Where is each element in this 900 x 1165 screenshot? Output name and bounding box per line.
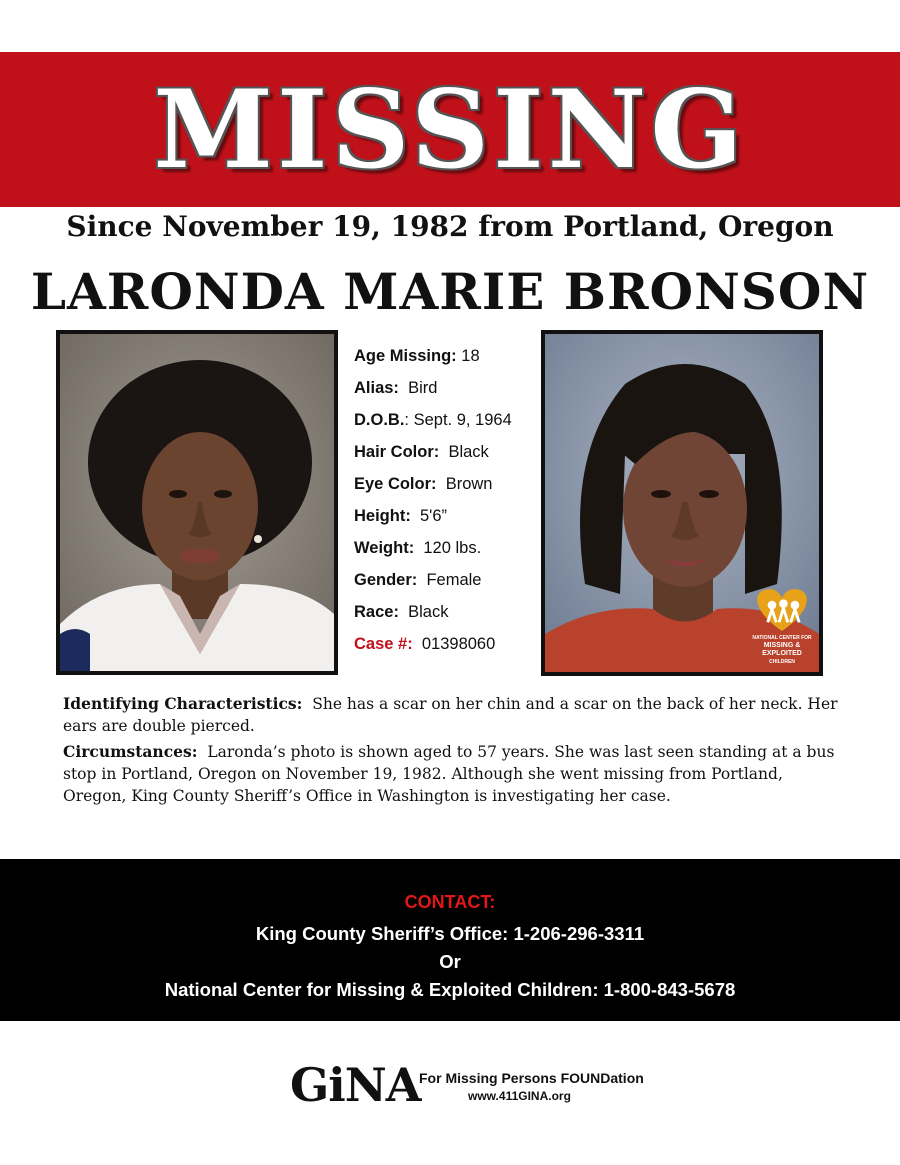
detail-height — [354, 500, 539, 532]
heart-children-icon — [749, 585, 815, 634]
ncmec-line-1: NATIONAL CENTER FOR — [752, 635, 812, 641]
ncmec-line-4: CHILDREN — [769, 659, 795, 665]
details-list — [354, 340, 539, 660]
gina-tagline: For Missing Persons FOUNDation — [419, 1070, 644, 1086]
ncmec-line-2: MISSING & — [763, 642, 801, 649]
detail-case-number — [354, 628, 539, 660]
photo-age-18 — [56, 330, 338, 675]
detail-weight — [354, 532, 539, 564]
contact-or: Or — [439, 951, 461, 972]
gina-footer-logo — [290, 1058, 650, 1112]
detail-race — [354, 596, 539, 628]
portrait-illustration — [60, 334, 334, 671]
circumstances — [63, 741, 838, 807]
identifying-characteristics — [63, 693, 838, 737]
detail-gender — [354, 564, 539, 596]
contact-sheriff: King County Sheriff’s Office: 1-206-296-3311 — [255, 923, 645, 944]
detail-value: Brown — [445, 475, 493, 493]
banner-title: MISSING — [153, 66, 747, 193]
contact-section — [0, 859, 900, 1021]
contact-ncmec: National Center for Missing & Exploited Children: 1-800-843-5678 — [164, 979, 736, 1000]
photo-age-progressed — [541, 330, 823, 676]
gina-url: www.411GINA.org — [468, 1089, 571, 1103]
detail-label: Weight: — [354, 539, 415, 557]
detail-alias — [354, 372, 539, 404]
detail-label: Case #: — [354, 635, 413, 653]
ncmec-line-3: EXPLOITED — [762, 650, 802, 657]
identifying-label: Identifying Characteristics: — [63, 694, 303, 713]
gina-logo: GiNA — [290, 1058, 421, 1112]
circumstances-label: Circumstances: — [63, 742, 198, 761]
detail-value: Female — [426, 571, 482, 589]
detail-value: Black — [408, 603, 449, 621]
detail-label: Eye Color: — [354, 475, 437, 493]
detail-value: 120 lbs. — [423, 539, 482, 557]
case-description — [63, 693, 838, 811]
detail-eye-color — [354, 468, 539, 500]
detail-value: 01398060 — [421, 635, 496, 653]
missing-banner — [0, 52, 900, 207]
detail-label: Alias: — [354, 379, 399, 397]
ncmec-logo — [749, 585, 815, 666]
detail-value: 5'6” — [420, 507, 447, 525]
detail-label: Age Missing: — [354, 347, 457, 365]
contact-title: CONTACT: — [404, 892, 496, 912]
detail-value: : Sept. 9, 1964 — [404, 411, 512, 429]
person-name: LARONDA MARIE BRONSON — [30, 262, 870, 321]
detail-value: 18 — [461, 347, 480, 365]
detail-label: Gender: — [354, 571, 418, 589]
detail-value: Bird — [408, 379, 438, 397]
detail-label: Hair Color: — [354, 443, 440, 461]
detail-value: Black — [448, 443, 489, 461]
identifying-text: She has a scar on her chin and a scar on the back of her neck. Her ears are double pierced. — [63, 695, 838, 735]
detail-label: D.O.B. — [354, 411, 405, 429]
detail-label: Height: — [354, 507, 411, 525]
missing-since: Since November 19, 1982 from Portland, Oregon — [66, 210, 834, 243]
detail-age-missing — [354, 340, 539, 372]
detail-dob — [354, 404, 539, 436]
detail-label: Race: — [354, 603, 399, 621]
detail-hair-color — [354, 436, 539, 468]
circumstances-text: Laronda’s photo is shown aged to 57 years. She was last seen standing at a bus stop in Portland, Oregon on November 19, 1982. Although she went missing from Portland, Oregon, King County Sheriff’s Office in Washington is investigating her case. — [63, 743, 835, 805]
